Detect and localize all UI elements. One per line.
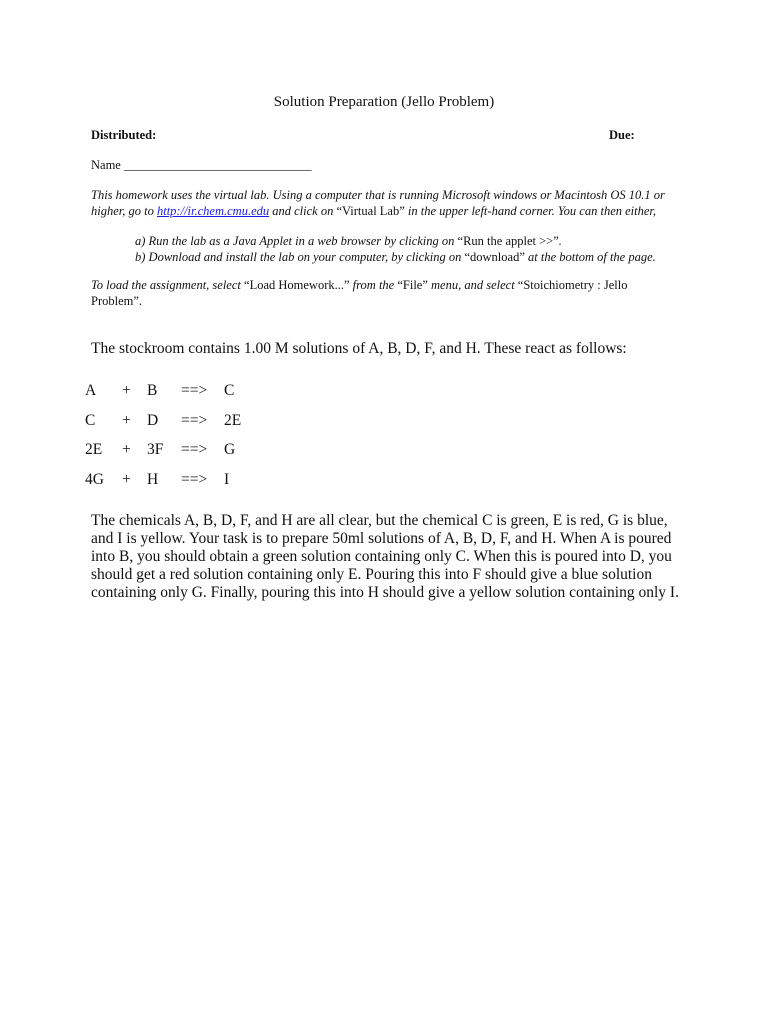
option-a-end: . (558, 234, 562, 248)
load-homework-quote: “Load Homework...” (244, 278, 350, 292)
stockroom-statement: The stockroom contains 1.00 M solutions of A, B, D, F, and H. These react as follows: (91, 340, 627, 357)
reactant-1: C (85, 412, 96, 429)
load-text-2: from the (349, 278, 398, 292)
option-list (135, 233, 695, 265)
reactant-1: A (85, 382, 97, 399)
reactant-2: D (147, 412, 159, 429)
document-title: Solution Preparation (Jello Problem) (273, 94, 495, 110)
load-text-1: To load the assignment, select (91, 278, 245, 292)
reactant-2: B (147, 382, 158, 399)
reaction-arrow: ==> (181, 471, 208, 488)
option-a (135, 233, 695, 249)
reactant-1: 4G (85, 471, 104, 488)
due-label: Due: (609, 128, 635, 142)
reactant-2: H (147, 471, 159, 488)
intro-text-2: and click on (269, 204, 337, 218)
reaction-arrow: ==> (181, 382, 208, 399)
intro-text-1: This homework uses the virtual lab. Using a computer that is running Microsoft windows or Macintosh OS 10.1 or higher, go to (91, 188, 665, 218)
plus-sign: + (122, 382, 131, 399)
virtual-lab-quote: “Virtual Lab” (336, 204, 405, 218)
intro-text-3: in the upper left-hand corner. You can then either, (404, 204, 657, 218)
assignment-quote: “Stoichiometry : Jello Problem” (91, 278, 628, 308)
product: C (224, 382, 235, 399)
name-line: Name ______________________________ (91, 158, 312, 172)
option-a-quote: “Run the applet >>” (457, 234, 559, 248)
intro-paragraph (91, 187, 676, 219)
reaction-arrow: ==> (181, 412, 208, 429)
file-menu-quote: “File” (397, 278, 428, 292)
option-b-text: b) Download and install the lab on your computer, by clicking on (135, 250, 465, 264)
option-b-end: at the bottom of the page. (524, 250, 656, 264)
option-b (135, 249, 695, 265)
option-a-text: a) Run the lab as a Java Applet in a web browser by clicking on (135, 234, 458, 248)
option-b-quote: “download” (464, 250, 525, 264)
reactant-2: 3F (147, 441, 164, 458)
plus-sign: + (122, 471, 131, 488)
product: G (224, 441, 236, 458)
plus-sign: + (122, 412, 131, 429)
load-instructions (91, 277, 676, 309)
reaction-arrow: ==> (181, 441, 208, 458)
distributed-label: Distributed: (91, 128, 157, 142)
reactant-1: 2E (85, 441, 103, 458)
load-text-end: . (138, 294, 143, 308)
problem-description: The chemicals A, B, D, F, and H are all clear, but the chemical C is green, E is red, G is blue, and I is yellow. Your task is to prepare 50ml solutions of A, B, D, F, and H. When A is poured into B, you should obtain a green solution containing only C. When this is poured into D, you should get a red solution containing only E. Pouring this into F should give a blue solution containing only G. Finally, pouring this into H should give a yellow solution containing only I. (91, 512, 679, 601)
product: I (224, 471, 230, 488)
lab-link[interactable]: http://ir.chem.cmu.edu (156, 204, 270, 218)
load-text-3: menu, and select (427, 278, 518, 292)
plus-sign: + (122, 441, 131, 458)
product: 2E (224, 412, 242, 429)
